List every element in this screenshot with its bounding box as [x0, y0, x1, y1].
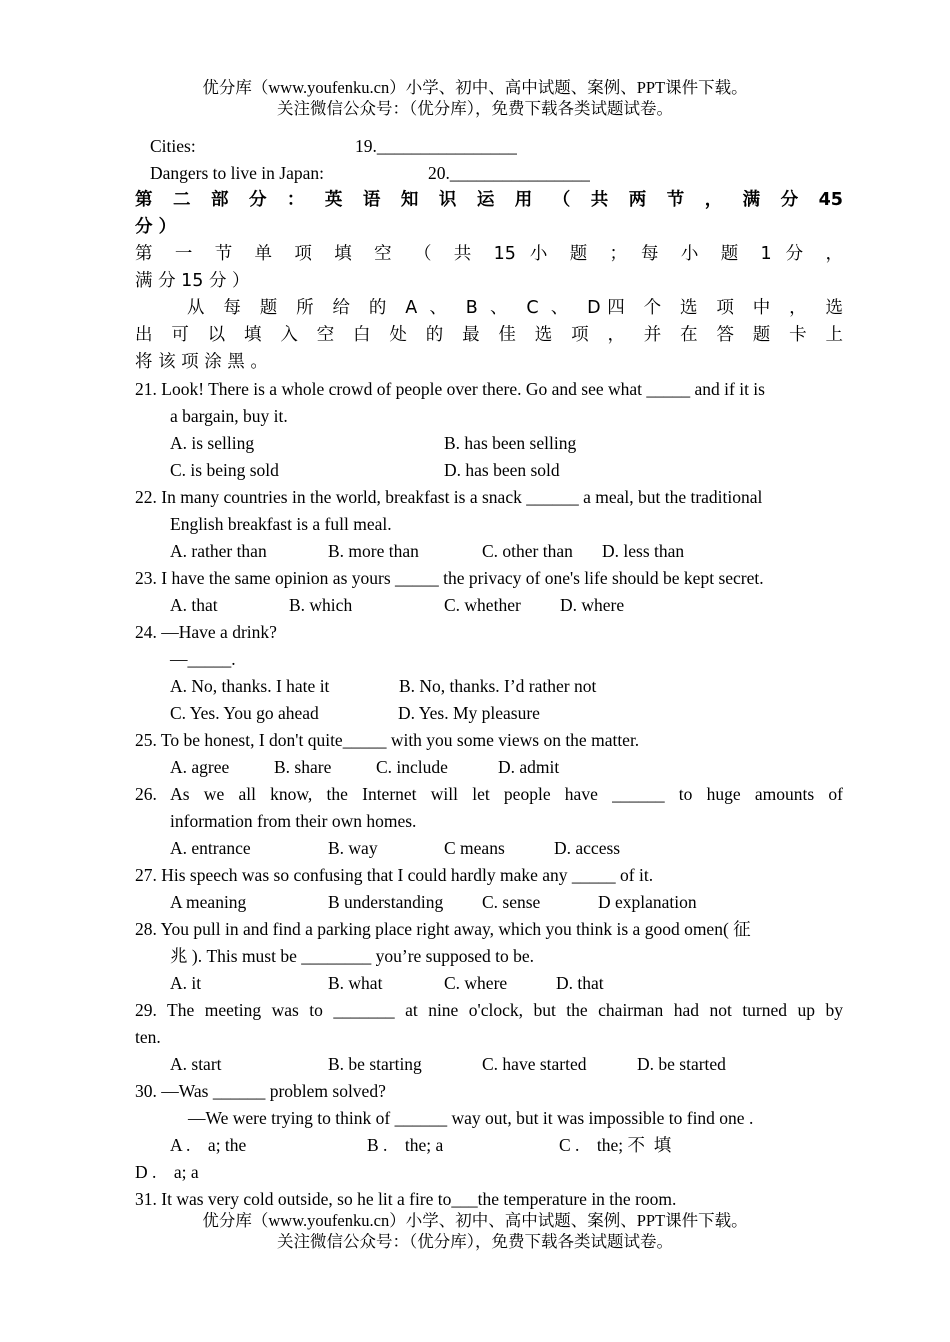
option-24-d: D. Yes. My pleasure — [398, 703, 540, 723]
instruction-line-1: 从 每 题 所 给 的 A 、 B 、 C 、 D四 个 选 项 中 ， 选 — [187, 298, 843, 318]
option-25-d: D. admit — [498, 757, 560, 777]
option-22-c: C. other than — [482, 541, 573, 561]
question-21-options-row1 — [135, 430, 843, 457]
option-22-a: A. rather than — [170, 541, 267, 561]
option-27-c: C. sense — [482, 892, 541, 912]
option-26-a: A. entrance — [170, 838, 251, 858]
blank-20: 20.________________ — [428, 163, 590, 183]
question-23-options — [135, 592, 843, 619]
option-29-a: A. start — [170, 1054, 222, 1074]
option-30-c: C . the; 不 填 — [559, 1135, 672, 1155]
question-30-stem: 30. —Was ______ problem solved? — [135, 1081, 386, 1101]
page-footer — [0, 1210, 950, 1252]
footer-line-1: 优分库（www.youfenku.cn）小学、初中、高中试题、案例、PPT课件下载。 — [202, 1211, 748, 1230]
table-row-dangers — [135, 160, 843, 187]
question-28-options — [135, 970, 843, 997]
question-26-stem-cont: information from their own homes. — [170, 811, 417, 831]
option-24-a: A. No, thanks. I hate it — [170, 676, 330, 696]
option-26-b: B. way — [328, 838, 378, 858]
option-22-b: B. more than — [328, 541, 419, 561]
question-21-stem: 21. Look! There is a whole crowd of people over there. Go and see what _____ and if it is — [135, 379, 765, 399]
question-24-options-row2 — [135, 700, 843, 727]
question-24-stem-cont: —_____. — [170, 649, 236, 669]
question-30-options-row1 — [135, 1132, 843, 1159]
option-28-c: C. where — [444, 973, 508, 993]
option-30-d: D . a; a — [135, 1162, 199, 1182]
option-26-c: C means — [444, 838, 505, 858]
page-header — [0, 77, 950, 119]
question-29-stem-cont: ten. — [135, 1027, 161, 1047]
option-24-b: B. No, thanks. I’d rather not — [399, 676, 597, 696]
option-23-b: B. which — [289, 595, 353, 615]
option-23-a: A. that — [170, 595, 218, 615]
option-28-a: A. it — [170, 973, 202, 993]
document-body — [135, 133, 843, 1213]
question-28-stem-cont: 兆 ). This must be ________ you’re supposed to be. — [170, 946, 535, 966]
option-22-d: D. less than — [602, 541, 685, 561]
section1-title-text: 第 一 节 单 项 填 空 （ 共 15 小 题 ； 每 小 题 1 分 ， — [135, 244, 843, 264]
option-29-d: D. be started — [637, 1054, 726, 1074]
question-24-options-row1 — [135, 673, 843, 700]
header-line-2: 关注微信公众号：（优分库），免费下载各类试题试卷。 — [277, 99, 673, 118]
question-25-options — [135, 754, 843, 781]
section1-title — [135, 241, 843, 268]
option-21-b: B. has been selling — [444, 433, 577, 453]
option-30-a: A . a; the — [170, 1135, 247, 1155]
option-23-d: D. where — [560, 595, 625, 615]
header-line-1: 优分库（www.youfenku.cn）小学、初中、高中试题、案例、PPT课件下载。 — [202, 78, 748, 97]
question-31-stem: 31. It was very cold outside, so he lit a fire to___the temperature in the room. — [135, 1189, 677, 1209]
question-22-stem-cont: English breakfast is a full meal. — [170, 514, 392, 534]
option-29-c: C. have started — [482, 1054, 587, 1074]
table-row-cities — [135, 133, 843, 160]
question-29-options — [135, 1051, 843, 1078]
question-22-options — [135, 538, 843, 565]
option-28-d: D. that — [556, 973, 604, 993]
question-25-stem: 25. To be honest, I don't quite_____ with you some views on the matter. — [135, 730, 640, 750]
question-30-stem-cont: —We were trying to think of ______ way out, but it was impossible to find one . — [188, 1108, 754, 1128]
question-27-options — [135, 889, 843, 916]
option-30-b: B . the; a — [367, 1135, 444, 1155]
instruction-line-3: 将 该 项 涂 黑 。 — [135, 352, 268, 372]
footer-line-2: 关注微信公众号：（优分库），免费下载各类试题试卷。 — [277, 1232, 673, 1251]
question-24-stem: 24. —Have a drink? — [135, 622, 277, 642]
option-21-a: A. is selling — [170, 433, 255, 453]
question-21-options-row2 — [135, 457, 843, 484]
question-27-stem: 27. His speech was so confusing that I could hardly make any _____ of it. — [135, 865, 654, 885]
option-25-c: C. include — [376, 757, 448, 777]
part2-title: 第 二 部 分 ： 英 语 知 识 运 用 （ 共 两 节 ， 满 分 45 — [135, 190, 843, 210]
question-28-stem: 28. You pull in and find a parking place right away, which you think is a good omen( 征 — [135, 919, 751, 939]
question-26-stem: 26. As we all know, the Internet will let people have ______ to huge amounts of — [135, 784, 843, 804]
section1-title-cont: 满 分 15 分 ） — [135, 271, 250, 291]
question-26-options — [135, 835, 843, 862]
dangers-label: Dangers to live in Japan: — [150, 163, 324, 183]
question-21-stem-cont: a bargain, buy it. — [170, 406, 288, 426]
question-30-options-row2 — [135, 1159, 843, 1186]
question-29-stem: 29. The meeting was to _______ at nine o'clock, but the chairman had not turned up by — [135, 1000, 843, 1020]
option-28-b: B. what — [328, 973, 383, 993]
option-29-b: B. be starting — [328, 1054, 422, 1074]
option-21-d: D. has been sold — [444, 460, 560, 480]
question-23-stem: 23. I have the same opinion as yours _____ the privacy of one's life should be kept secret. — [135, 568, 764, 588]
option-25-a: A. agree — [170, 757, 230, 777]
option-25-b: B. share — [274, 757, 332, 777]
part2-title-cont: 分 ） — [135, 217, 177, 237]
question-22-stem: 22. In many countries in the world, breakfast is a snack ______ a meal, but the traditional — [135, 487, 763, 507]
option-23-c: C. whether — [444, 595, 521, 615]
option-26-d: D. access — [554, 838, 621, 858]
cities-label: Cities: — [150, 136, 196, 156]
option-24-c: C. Yes. You go ahead — [170, 703, 319, 723]
option-27-a: A meaning — [170, 892, 247, 912]
instruction-line-2: 出 可 以 填 入 空 白 处 的 最 佳 选 项 ， 并 在 答 题 卡 上 — [135, 325, 843, 345]
blank-19: 19.________________ — [355, 136, 517, 156]
option-27-d: D explanation — [598, 892, 697, 912]
option-21-c: C. is being sold — [170, 460, 279, 480]
option-27-b: B understanding — [328, 892, 444, 912]
